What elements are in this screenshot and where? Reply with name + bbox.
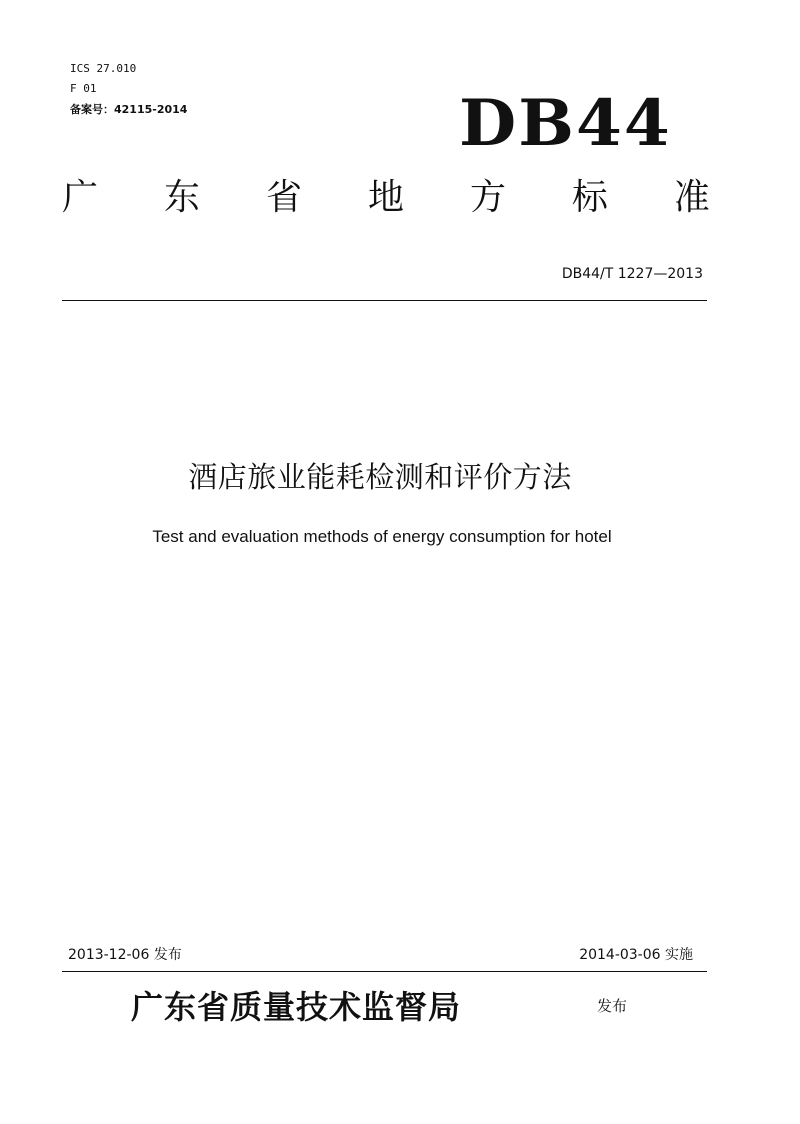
issuing-authority-suffix: 发布: [597, 997, 628, 1015]
standard-type-char: 省: [265, 177, 302, 218]
record-number: 备案号：42115-2014: [70, 103, 188, 116]
document-title-chinese: 酒店旅业能耗检测和评价方法: [188, 460, 572, 494]
issuing-authority: 广东省质量技术监督局: [131, 988, 462, 1026]
bottom-divider: [62, 971, 707, 972]
issue-date: 2013-12-06 发布: [68, 947, 182, 963]
top-divider: [62, 300, 707, 301]
classification-code: F 01: [70, 82, 97, 95]
standard-type-char: 标: [571, 177, 608, 218]
standard-logo: DB44: [459, 86, 672, 161]
standard-type-char: 地: [367, 177, 404, 218]
standard-type-char: 方: [469, 177, 506, 218]
standard-type-char: 准: [673, 177, 710, 218]
standard-type-heading: [62, 177, 710, 218]
standard-type-char: 东: [163, 177, 200, 218]
standard-number: DB44/T 1227—2013: [561, 266, 703, 282]
standard-type-char: 广: [62, 177, 99, 218]
implementation-date: 2014-03-06 实施: [579, 947, 693, 963]
document-title-english: Test and evaluation methods of energy consumption for hotel: [152, 527, 612, 546]
ics-code: ICS 27.010: [70, 62, 137, 75]
